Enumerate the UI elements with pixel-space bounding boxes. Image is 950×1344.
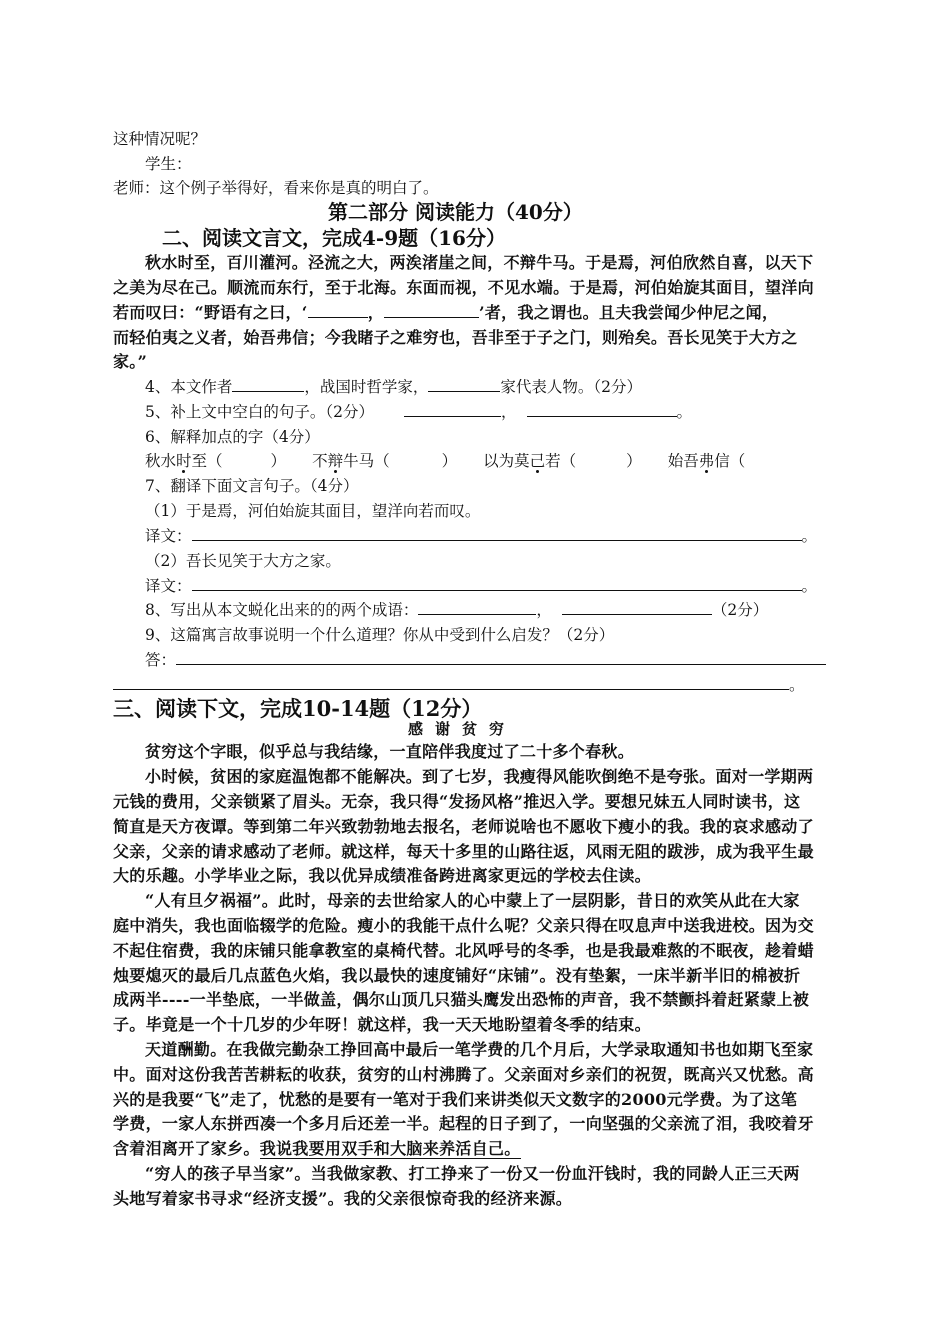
answer-blank[interactable] (527, 400, 677, 417)
answer-blank[interactable] (428, 375, 500, 392)
answer-line (145, 648, 826, 672)
underlined-sentence: 我说我要用双手和大脑来养活自己。 (259, 1139, 521, 1158)
passage-line: 而轻伯夷之义者，始吾弗信；今我睹子之难穷也，吾非至于子之门，则殆矣。吾长见笑于大方之 (113, 328, 798, 347)
answer-blank[interactable] (176, 648, 826, 665)
translation-line: 译文： 。 (145, 524, 817, 548)
essay-line: 天道酬勤。在我做完勤杂工挣回高中最后一笔学费的几个月后，大学录取通知书也如期飞至家 (145, 1040, 814, 1059)
answer-blank[interactable] (113, 673, 789, 690)
word-item: 不辩牛马（ ） (312, 452, 458, 470)
dotted-char: 弗 (698, 452, 715, 470)
question-text: 5、补上文中空白的句子。（2分） (145, 403, 374, 421)
word-item: 秋水时至（ ） (145, 452, 287, 470)
question-6-label: 6、解释加点的字（4分） (145, 428, 320, 446)
essay-line: 头地写着家书寻求“经济支援”。我的父亲很惊奇我的经济来源。 (113, 1189, 573, 1208)
essay-line: 兴的是我要“飞”走了，忧愁的是要有一笔对于我们来讲类似天文数字的2000元学费。为了这笔 (113, 1090, 798, 1109)
question-6-items (145, 449, 745, 473)
intro-line: 这种情况呢？ (113, 130, 207, 148)
question-9: 9、这篇寓言故事说明一个什么道理？你从中受到什么启发？（2分） (145, 626, 615, 644)
answer-label: 答： (145, 651, 177, 669)
question-text: 8、写出从本文蜕化出来的的两个成语： (145, 601, 419, 619)
question-7-sentence: （1）于是焉，河伯始旋其面目，望洋向若而叹。 (145, 502, 481, 520)
essay-line: 父亲，父亲的请求感动了老师。就这样，每天十多里的山路往返，风雨无阻的跋涉，成为我平生最 (113, 842, 814, 861)
fill-blank[interactable] (384, 301, 479, 318)
translation-label: 译文： (145, 527, 192, 545)
translation-line: 译文： 。 (145, 574, 817, 598)
translation-label: 译文： (145, 577, 192, 595)
question-text: ， (500, 403, 517, 421)
essay-line: “穷人的孩子早当家”。当我做家教、打工挣来了一份又一份血汗钱时，我的同龄人正三天两 (145, 1164, 800, 1183)
question-7-label: 7、翻译下面文言句子。（4分） (145, 477, 359, 495)
answer-line: 。 (113, 673, 805, 697)
essay-line: 小时候，贫困的家庭温饱都不能解决。到了七岁，我瘦得风能吹倒绝不是夸张。面对一学期两 (145, 767, 814, 786)
dotted-char: 辩 (327, 452, 344, 470)
essay-line: “人有旦夕祸福”。此时，母亲的去世给家人的心中蒙上了一层阴影，昔日的欢笑从此在大家 (145, 891, 800, 910)
word-item: 以为莫己若（ ） (483, 452, 642, 470)
fill-blank[interactable] (308, 301, 368, 318)
essay-line: 学费，一家人东拼西凑一个多月后还差一半。起程的日子到了，一向坚强的父亲流了泪，我咬着牙 (113, 1114, 814, 1133)
essay-line: 不起住宿费，我的床铺只能拿教室的桌椅代替。北风呼号的冬季，也是我最难熬的不眠夜，趁着蜡 (113, 941, 814, 960)
passage-text: 若而叹曰：“野语有之曰，‘ (113, 303, 308, 322)
answer-blank[interactable] (192, 524, 802, 541)
essay-line: 大的乐趣。小学毕业之际，我以优异成绩准备跨进离家更远的学校去住读。 (113, 866, 651, 885)
intro-line: 学生： (145, 155, 192, 173)
question-8: 8、写出从本文蜕化出来的的两个成语： ， （2分） (145, 598, 768, 622)
question-7-sentence: （2）吾长见笑于大方之家。 (145, 552, 341, 570)
dotted-char: 时 (176, 452, 192, 470)
word-item: 始吾弗信（ (667, 452, 746, 470)
essay-title: 感谢贫穷 (408, 720, 517, 738)
passage-line: 秋水时至，百川灌河。泾流之大，两涘渚崖之间，不辩牛马。于是焉，河伯欣然自喜，以天下 (145, 253, 814, 272)
essay-line: 成两半----一半垫底，一半做盖，偶尔山顶几只猫头鹰发出恐怖的声音，我不禁颤抖着赶紧蒙上被 (113, 990, 810, 1009)
essay-line: 庭中消失，我也面临辍学的危险。瘦小的我能干点什么呢？父亲只得在叹息声中送我进校。因为交 (113, 916, 814, 935)
passage-text: ’者，我之谓也。且夫我尝闻少仲尼之闻， (479, 303, 779, 322)
answer-blank[interactable] (404, 400, 501, 417)
answer-blank[interactable] (562, 598, 712, 615)
essay-line: 元钱的费用，父亲锁紧了眉头。无奈，我只得“发扬风格”推迟入学。要想兄妹五人同时读书，这 (113, 792, 801, 811)
dotted-char: 己 (529, 452, 546, 470)
question-text: 。 (676, 403, 693, 421)
essay-line: 中。面对这份我苦苦耕耘的收获，贫穷的山村沸腾了。父亲面对乡亲们的祝贺，既高兴又忧愁。高 (113, 1065, 814, 1084)
passage-line: 家。” (113, 352, 148, 371)
passage-line: 若而叹曰：“野语有之曰，‘ ， ’者，我之谓也。且夫我尝闻少仲尼之闻， (113, 303, 779, 322)
intro-line: 老师：这个例子举得好，看来你是真的明白了。 (113, 179, 439, 197)
part-title: 第二部分 阅读能力（40分） (328, 200, 583, 224)
section-title: 三、阅读下文，完成10-14题（12分） (113, 696, 483, 721)
question-text: 4、本文作者 (145, 378, 233, 396)
essay-line: 烛要熄灭的最后几点蓝色火焰，我以最快的速度铺好“床铺”。没有垫絮，一床半新半旧的棉被折 (113, 966, 801, 985)
section-title: 二、阅读文言文，完成4-9题（16分） (162, 226, 506, 250)
question-5 (145, 400, 692, 424)
question-text: ，战国时哲学家， (304, 378, 429, 396)
answer-blank[interactable] (232, 375, 304, 392)
answer-blank[interactable] (418, 598, 536, 615)
answer-blank[interactable] (192, 574, 802, 591)
question-4 (145, 375, 642, 399)
essay-line: 贫穷这个字眼，似乎总与我结缘，一直陪伴我度过了二十多个春秋。 (145, 742, 635, 761)
passage-line: 之美为尽在己。顺流而东行，至于北海。东面而视，不见水端。于是焉，河伯始旋其面目，望洋向 (113, 278, 814, 297)
essay-line: 简直是天方夜谭。等到第二年兴致勃勃地去报名，老师说啥也不愿收下瘦小的我。我的哀求感动了 (113, 817, 814, 836)
essay-line: 子。毕竟是一个十几岁的少年呀！就这样，我一天天地盼望着冬季的结束。 (113, 1015, 651, 1034)
essay-line: 含着泪离开了家乡。我说我要用双手和大脑来养活自己。 (113, 1139, 521, 1158)
question-text: 家代表人物。（2分） (500, 378, 643, 396)
